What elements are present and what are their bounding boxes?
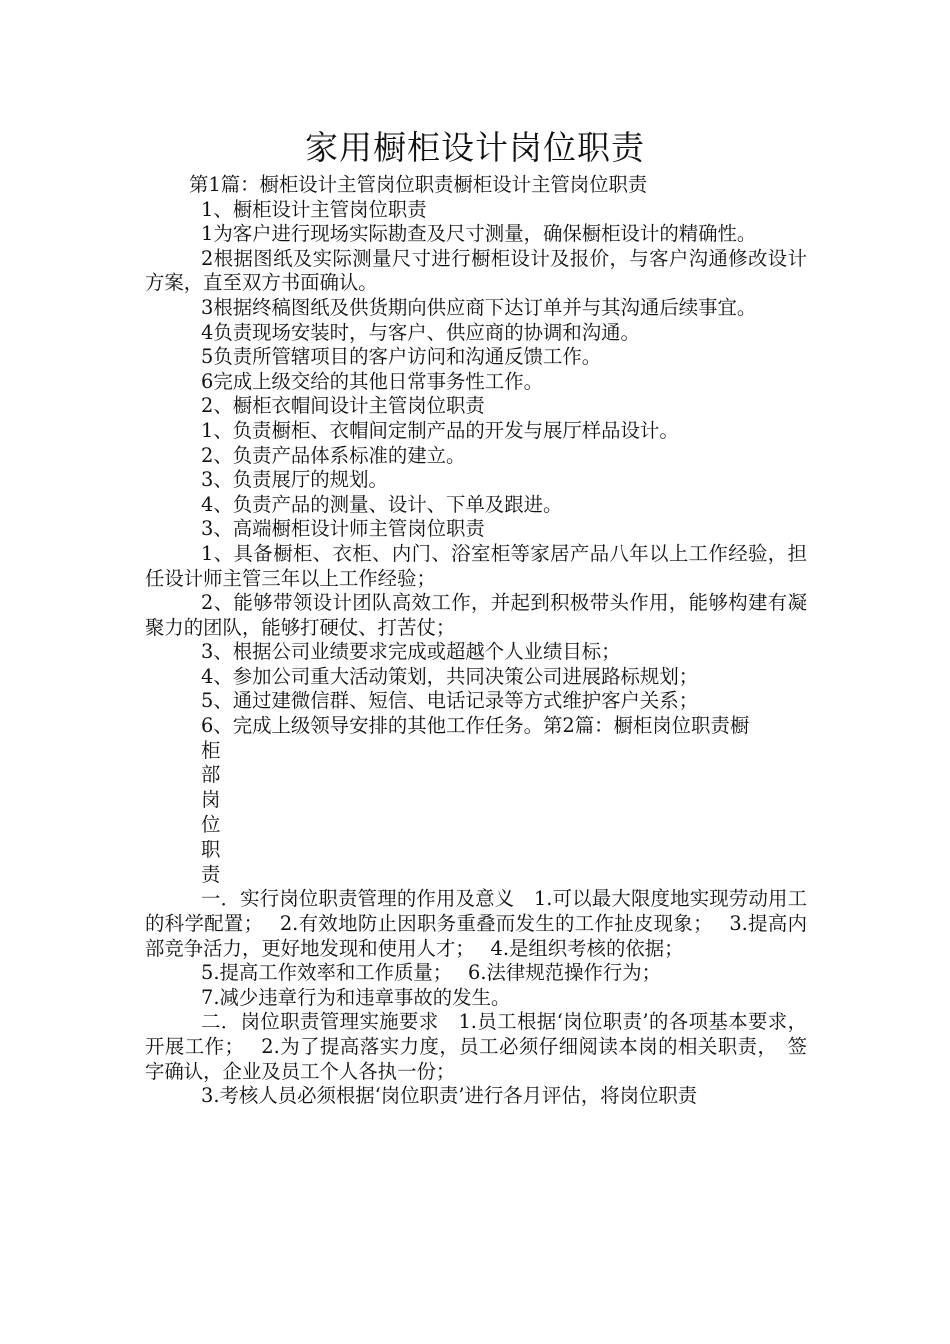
- paragraph: 二．岗位职责管理实施要求 1.员工根据‘岗位职责’的各项基本要求，开展工作； 2.为了提高落实力度，员工必须仔细阅读本岗的相关职责， 签 字确认，企业及员工个人各执一份；: [145, 1010, 807, 1083]
- paragraph: 6完成上级交给的其他日常事务性工作。: [201, 369, 543, 393]
- vertical-heading: [145, 739, 807, 888]
- paragraph: 3、根据公司业绩要求完成或超越个人业绩目标；: [201, 640, 621, 664]
- paragraph: 3根据终稿图纸及供货期向供应商下达订单并与其沟通后续事宜。: [201, 295, 757, 319]
- document-body: [145, 173, 807, 1109]
- paragraph: 2、能够带领设计团队高效工作，并起到积极带头作用，能够构建有凝聚力的团队，能够打硬仗、打苦仗；: [145, 591, 807, 639]
- paragraph: 3、负责展厅的规划。: [201, 468, 388, 492]
- paragraph: 7.减少违章行为和违章事故的发生。: [201, 985, 511, 1009]
- vertical-char: 责: [201, 862, 221, 886]
- vertical-char: 部: [201, 763, 221, 787]
- paragraph: 6、完成上级领导安排的其他工作任务。第2篇：橱柜岗位职责橱: [201, 714, 750, 738]
- section-heading: 1、橱柜设计主管岗位职责: [201, 197, 427, 221]
- paragraph: 2根据图纸及实际测量尺寸进行橱柜设计及报价，与客户沟通修改设计方案，直至双方书面确认。: [145, 246, 807, 295]
- paragraph: 3.考核人员必须根据‘岗位职责’进行各月评估，将岗位职责: [201, 1084, 698, 1108]
- document-title: 家用橱柜设计岗位职责: [305, 128, 645, 167]
- paragraph: 1、具备橱柜、衣柜、内门、浴室柜等家居产品八年以上工作经验，担任设计师主管三年以上工作经验；: [145, 541, 807, 590]
- vertical-char: 岗: [201, 788, 221, 812]
- paragraph: 一．实行岗位职责管理的作用及意义 1.可以最大限度地实现劳动用工的科学配置； 2.有效地防止因职务重叠而发生的工作扯皮现象； 3.提高内部竞争活力，更好地发现和使用人才； 4.是组织考核的依据；: [145, 887, 807, 960]
- paragraph: 1为客户进行现场实际勘查及尺寸测量，确保橱柜设计的精确性。: [201, 222, 757, 246]
- vertical-char: 位: [201, 813, 221, 837]
- vertical-char: 柜: [201, 738, 221, 762]
- section-heading: 第1篇：橱柜设计主管岗位职责橱柜设计主管岗位职责: [189, 173, 648, 196]
- section-heading: 2、橱柜衣帽间设计主管岗位职责: [201, 394, 485, 418]
- paragraph: 4、负责产品的测量、设计、下单及跟进。: [201, 492, 563, 516]
- paragraph: 1、负责橱柜、衣帽间定制产品的开发与展厅样品设计。: [201, 418, 679, 442]
- paragraph: 5、通过建微信群、短信、电话记录等方式维护客户关系；: [201, 689, 699, 713]
- paragraph: 4、参加公司重大活动策划，共同决策公司进展路标规划；: [201, 664, 699, 688]
- paragraph: 4负责现场安装时，与客户、供应商的协调和沟通。: [201, 320, 640, 344]
- section-heading: 3、高端橱柜设计师主管岗位职责: [201, 517, 485, 541]
- paragraph: 5.提高工作效率和工作质量； 6.法律规范操作行为；: [201, 961, 662, 985]
- paragraph: 5负责所管辖项目的客户访问和沟通反馈工作。: [201, 345, 602, 369]
- vertical-char: 职: [201, 837, 221, 861]
- paragraph: 2、负责产品体系标准的建立。: [201, 443, 466, 467]
